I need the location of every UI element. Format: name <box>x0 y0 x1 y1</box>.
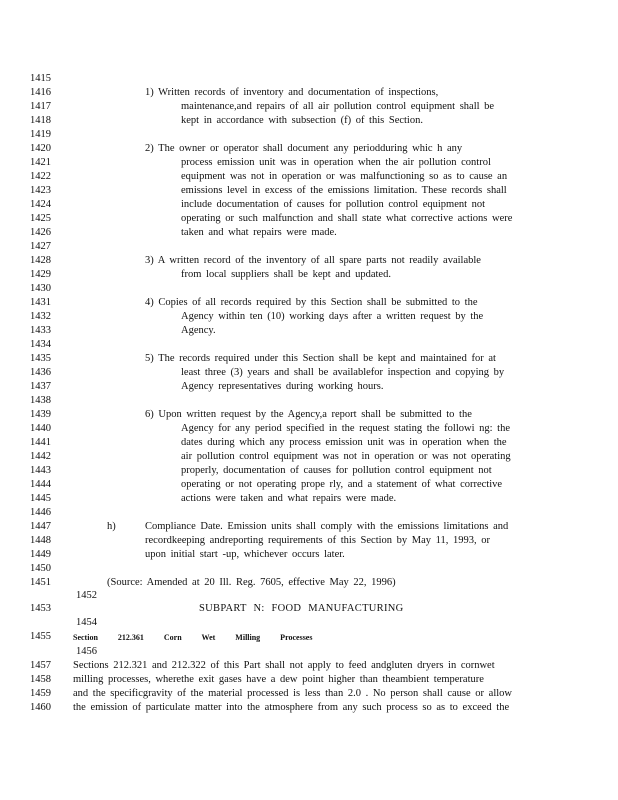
item-5-line: least three (3) years and shall be availablefor inspection and copying by <box>181 367 505 378</box>
line-number: 1454 <box>76 617 97 628</box>
line-number: 1429 <box>30 269 51 280</box>
line-number: 1428 <box>30 255 51 266</box>
subsection-h-line: recordkeeping andreporting requirements of this Section by May 11, 1993, or <box>145 535 491 546</box>
section-title: Section 212.361 Corn Wet Milling Processes <box>73 633 313 642</box>
source-note: (Source: Amended at 20 Ill. Reg. 7605, effective May 22, 1996) <box>107 577 396 588</box>
item-1-line: maintenance,and repairs of all air pollution control equipment shall be <box>181 101 495 112</box>
line-number: 1415 <box>30 73 51 84</box>
line-number: 1436 <box>30 367 51 378</box>
item-5-line: 5) The records required under this Section shall be kept and maintained for at <box>145 353 496 364</box>
line-number: 1449 <box>30 549 51 560</box>
item-2-line: taken and what repairs were made. <box>181 227 337 238</box>
body-line: milling processes, wherethe exit gases have a dew point higher than theambient temperature <box>73 674 484 685</box>
line-number: 1418 <box>30 115 51 126</box>
line-number: 1439 <box>30 409 51 420</box>
line-number: 1443 <box>30 465 51 476</box>
line-number: 1451 <box>30 577 51 588</box>
line-number: 1440 <box>30 423 51 434</box>
line-number: 1460 <box>30 702 51 713</box>
subsection-label: h) <box>107 521 116 532</box>
line-number: 1445 <box>30 493 51 504</box>
line-number: 1438 <box>30 395 51 406</box>
line-number: 1458 <box>30 674 51 685</box>
line-number: 1426 <box>30 227 51 238</box>
item-2-line: emissions level in excess of the emissions limitation. These records shall <box>181 185 507 196</box>
line-number: 1417 <box>30 101 51 112</box>
body-line: Sections 212.321 and 212.322 of this Part shall not apply to feed andgluten dryers in cornwet <box>73 660 495 671</box>
subsection-h-line: Compliance Date. Emission units shall comply with the emissions limitations and <box>145 521 509 532</box>
line-number: 1416 <box>30 87 51 98</box>
item-2-line: equipment was not in operation or was malfunctioning so as to cause an <box>181 171 508 182</box>
line-number: 1423 <box>30 185 51 196</box>
item-1-line: kept in accordance with subsection (f) of this Section. <box>181 115 423 126</box>
item-2-line: include documentation of causes for pollution control equipment not <box>181 199 486 210</box>
line-number: 1457 <box>30 660 51 671</box>
item-6-line: air pollution control equipment was not in operation or was not operating <box>181 451 511 462</box>
item-3-line: 3) A written record of the inventory of all spare parts not readily available <box>145 255 481 266</box>
subsection-h-line: upon initial start -up, whichever occurs later. <box>145 549 345 560</box>
line-number: 1431 <box>30 297 51 308</box>
line-number: 1450 <box>30 563 51 574</box>
line-number: 1419 <box>30 129 51 140</box>
line-number: 1447 <box>30 521 51 532</box>
line-number: 1459 <box>30 688 51 699</box>
subpart-heading: SUBPART N: FOOD MANUFACTURING <box>199 603 404 614</box>
line-number: 1442 <box>30 451 51 462</box>
item-6-line: properly, documentation of causes for pollution control equipment not <box>181 465 492 476</box>
item-3-line: from local suppliers shall be kept and updated. <box>181 269 391 280</box>
line-number: 1424 <box>30 199 51 210</box>
item-4-line: Agency. <box>181 325 216 336</box>
line-number: 1453 <box>30 603 51 614</box>
line-number: 1455 <box>30 631 51 642</box>
line-number: 1430 <box>30 283 51 294</box>
item-6-line: Agency for any period specified in the request stating the followi ng: the <box>181 423 510 434</box>
line-number: 1452 <box>76 590 97 601</box>
line-number: 1446 <box>30 507 51 518</box>
line-number: 1435 <box>30 353 51 364</box>
line-number: 1433 <box>30 325 51 336</box>
line-number: 1437 <box>30 381 51 392</box>
item-6-line: actions were taken and what repairs were made. <box>181 493 397 504</box>
item-1-line: 1) Written records of inventory and documentation of inspections, <box>145 87 439 98</box>
item-2-line: process emission unit was in operation when the air pollution control <box>181 157 491 168</box>
item-4-line: Agency within ten (10) working days after a written request by the <box>181 311 484 322</box>
line-number: 1425 <box>30 213 51 224</box>
item-6-line: 6) Upon written request by the Agency,a report shall be submitted to the <box>145 409 472 420</box>
line-number: 1422 <box>30 171 51 182</box>
line-number: 1444 <box>30 479 51 490</box>
line-number: 1432 <box>30 311 51 322</box>
line-number: 1420 <box>30 143 51 154</box>
line-number: 1448 <box>30 535 51 546</box>
item-6-line: operating or not operating prope rly, and a statement of what corrective <box>181 479 503 490</box>
line-number: 1434 <box>30 339 51 350</box>
line-number: 1421 <box>30 157 51 168</box>
item-6-line: dates during which any process emission unit was in operation when the <box>181 437 507 448</box>
item-4-line: 4) Copies of all records required by this Section shall be submitted to the <box>145 297 478 308</box>
item-2-line: 2) The owner or operator shall document any periodduring whic h any <box>145 143 463 154</box>
line-number: 1456 <box>76 646 97 657</box>
item-5-line: Agency representatives during working hours. <box>181 381 384 392</box>
line-number: 1441 <box>30 437 51 448</box>
body-line: and the specificgravity of the material processed is less than 2.0 . No person shall cause or allow <box>73 688 513 699</box>
body-line: the emission of particulate matter into the atmosphere from any such process so as to exceed the <box>73 702 510 713</box>
line-number: 1427 <box>30 241 51 252</box>
item-2-line: operating or such malfunction and shall state what corrective actions were <box>181 213 513 224</box>
